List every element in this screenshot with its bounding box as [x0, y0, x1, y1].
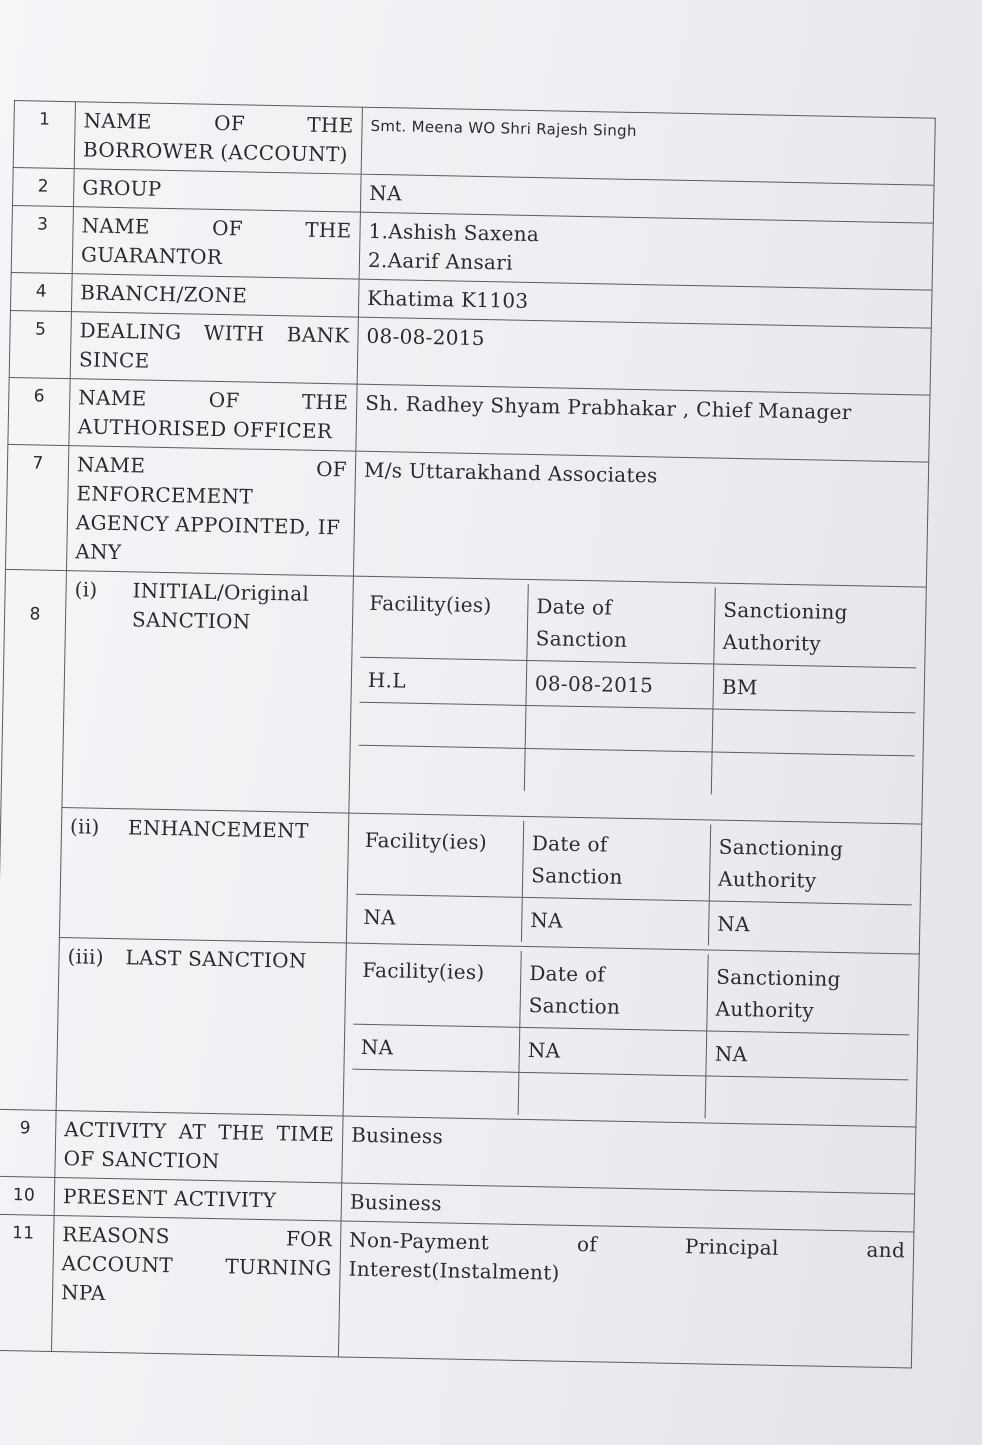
authority-cell: NA	[706, 1031, 909, 1080]
borrower-name-value: Smt. Meena WO Shri Rajesh Singh	[361, 107, 935, 185]
guarantor-1: 1.Ashish Saxena	[368, 218, 540, 247]
present-activity-value: Business	[341, 1183, 915, 1232]
row-number: 7	[5, 444, 68, 570]
sanction-title: LAST SANCTION	[125, 945, 307, 973]
label-word: AT	[178, 1119, 207, 1144]
label-word: OF	[211, 215, 244, 241]
sanction-grid-initial	[349, 576, 926, 824]
value-line: Interest(Instalment)	[348, 1256, 560, 1285]
blank-cell	[524, 748, 712, 794]
label-line: SINCE	[78, 347, 150, 373]
date-cell: NA	[521, 897, 709, 945]
blank-cell	[711, 752, 914, 798]
branch-value: Khatima K1103	[358, 279, 932, 328]
label-word: TIME	[276, 1121, 335, 1147]
label-word: DEALING	[79, 318, 182, 345]
borrower-details-table	[0, 100, 936, 1368]
label-word: THE	[307, 112, 354, 138]
date-header: Date of Sanction	[520, 951, 708, 1031]
row-number: 8	[0, 569, 66, 1110]
guarantor-value	[359, 212, 933, 290]
blank-cell	[358, 745, 525, 791]
label-line: GUARANTOR	[80, 242, 223, 270]
sanction-title-line2: SANCTION	[131, 607, 251, 634]
row-number: 1	[13, 101, 75, 169]
facility-cell: NA	[355, 894, 522, 942]
activity-at-sanction-value: Business	[342, 1116, 916, 1194]
group-value: NA	[360, 174, 934, 223]
guarantor-2: 2.Aarif Ansari	[367, 247, 514, 275]
value-word: of	[576, 1232, 598, 1257]
blank-cell	[712, 709, 915, 756]
sanction-label-initial	[62, 571, 353, 813]
label-word: NAME	[78, 385, 147, 411]
label-line: OF SANCTION	[63, 1146, 220, 1174]
authority-cell: BM	[713, 664, 916, 713]
value-word: and	[866, 1237, 906, 1263]
row-number: 11	[0, 1214, 54, 1351]
field-label: GROUP	[73, 169, 361, 213]
field-label	[70, 312, 358, 384]
authorised-officer-value: Sh. Radhey Shyam Prabhakar , Chief Manager	[356, 384, 930, 462]
field-label	[69, 379, 357, 451]
value-word: Non-Payment	[348, 1227, 490, 1255]
authority-header: Sanctioning Authority	[709, 825, 913, 905]
label-word: ACTIVITY	[64, 1117, 167, 1144]
field-label	[74, 102, 362, 174]
table-row-sanction	[0, 936, 919, 1127]
label-line: ANY	[75, 539, 122, 565]
label-word: ACCOUNT	[61, 1251, 174, 1278]
blank-cell	[518, 1072, 706, 1118]
row-number: 5	[9, 310, 71, 378]
npa-reason-value	[338, 1221, 914, 1368]
sanction-label-last	[56, 938, 346, 1116]
facility-header: Facility(ies)	[360, 581, 528, 661]
field-label	[51, 1215, 341, 1356]
field-label: PRESENT ACTIVITY	[54, 1177, 342, 1221]
row-number: 2	[12, 167, 74, 206]
date-cell: NA	[519, 1027, 707, 1076]
value-word: Principal	[684, 1234, 779, 1260]
roman-numeral: (iii)	[67, 944, 105, 969]
label-line: ENFORCEMENT	[76, 481, 254, 509]
authority-header: Sanctioning Authority	[714, 588, 918, 668]
enforcement-agency-value: M/s Uttarakhand Associates	[353, 451, 928, 587]
label-word: THE	[301, 389, 349, 415]
label-word: OF	[208, 387, 240, 413]
label-word: THE	[305, 217, 352, 243]
row-number: 3	[11, 205, 73, 273]
sanction-grid-enhancement	[346, 813, 921, 954]
row-number: 9	[0, 1109, 56, 1177]
blank-cell	[525, 705, 713, 752]
blank-cell	[352, 1069, 519, 1115]
field-label: BRANCH/ZONE	[71, 274, 359, 318]
label-word: OF	[213, 110, 246, 136]
roman-numeral: (ii)	[69, 814, 100, 839]
label-line: BORROWER (ACCOUNT)	[82, 137, 348, 167]
facility-header: Facility(ies)	[353, 948, 521, 1028]
roman-numeral: (i)	[74, 577, 98, 602]
label-word: WITH	[203, 320, 265, 346]
date-cell: 08-08-2015	[526, 660, 714, 709]
label-line: AUTHORISED OFFICER	[77, 414, 333, 444]
label-line: NPA	[60, 1280, 106, 1305]
label-word: FOR	[285, 1226, 333, 1252]
facility-header: Facility(ies)	[356, 818, 524, 898]
blank-cell	[359, 702, 526, 748]
date-header: Date of Sanction	[527, 584, 715, 664]
label-word: NAME	[76, 452, 146, 478]
table-row	[5, 444, 928, 587]
field-label	[55, 1110, 343, 1182]
label-word: NAME	[83, 108, 153, 134]
field-label	[72, 207, 360, 279]
authority-cell: NA	[717, 911, 751, 937]
sanction-label-enhancement	[59, 808, 348, 943]
table-row-sanction	[1, 569, 926, 824]
dealing-since-value: 08-08-2015	[357, 317, 931, 395]
label-word: NAME	[81, 213, 151, 239]
field-label	[66, 446, 355, 576]
label-word: OF	[315, 456, 348, 482]
sanction-title: ENHANCEMENT	[127, 815, 309, 843]
sanction-grid-last	[343, 943, 919, 1127]
row-number: 6	[8, 377, 70, 445]
label-line: AGENCY APPOINTED, IF	[75, 510, 341, 540]
date-header: Date of Sanction	[522, 821, 710, 901]
table-row-sanction	[0, 806, 922, 954]
blank-cell	[705, 1076, 908, 1122]
label-word: TURNING	[225, 1254, 332, 1281]
label-word: REASONS	[62, 1222, 170, 1249]
label-word: BANK	[286, 322, 350, 348]
facility-cell: NA	[352, 1024, 519, 1072]
row-number: 4	[10, 272, 72, 311]
authority-header: Sanctioning Authority	[707, 954, 911, 1034]
label-word: THE	[217, 1120, 265, 1145]
table-row	[0, 1214, 914, 1368]
facility-cell: H.L	[360, 657, 527, 705]
sanction-title: INITIAL/Original	[132, 578, 310, 606]
row-number: 10	[0, 1176, 55, 1215]
